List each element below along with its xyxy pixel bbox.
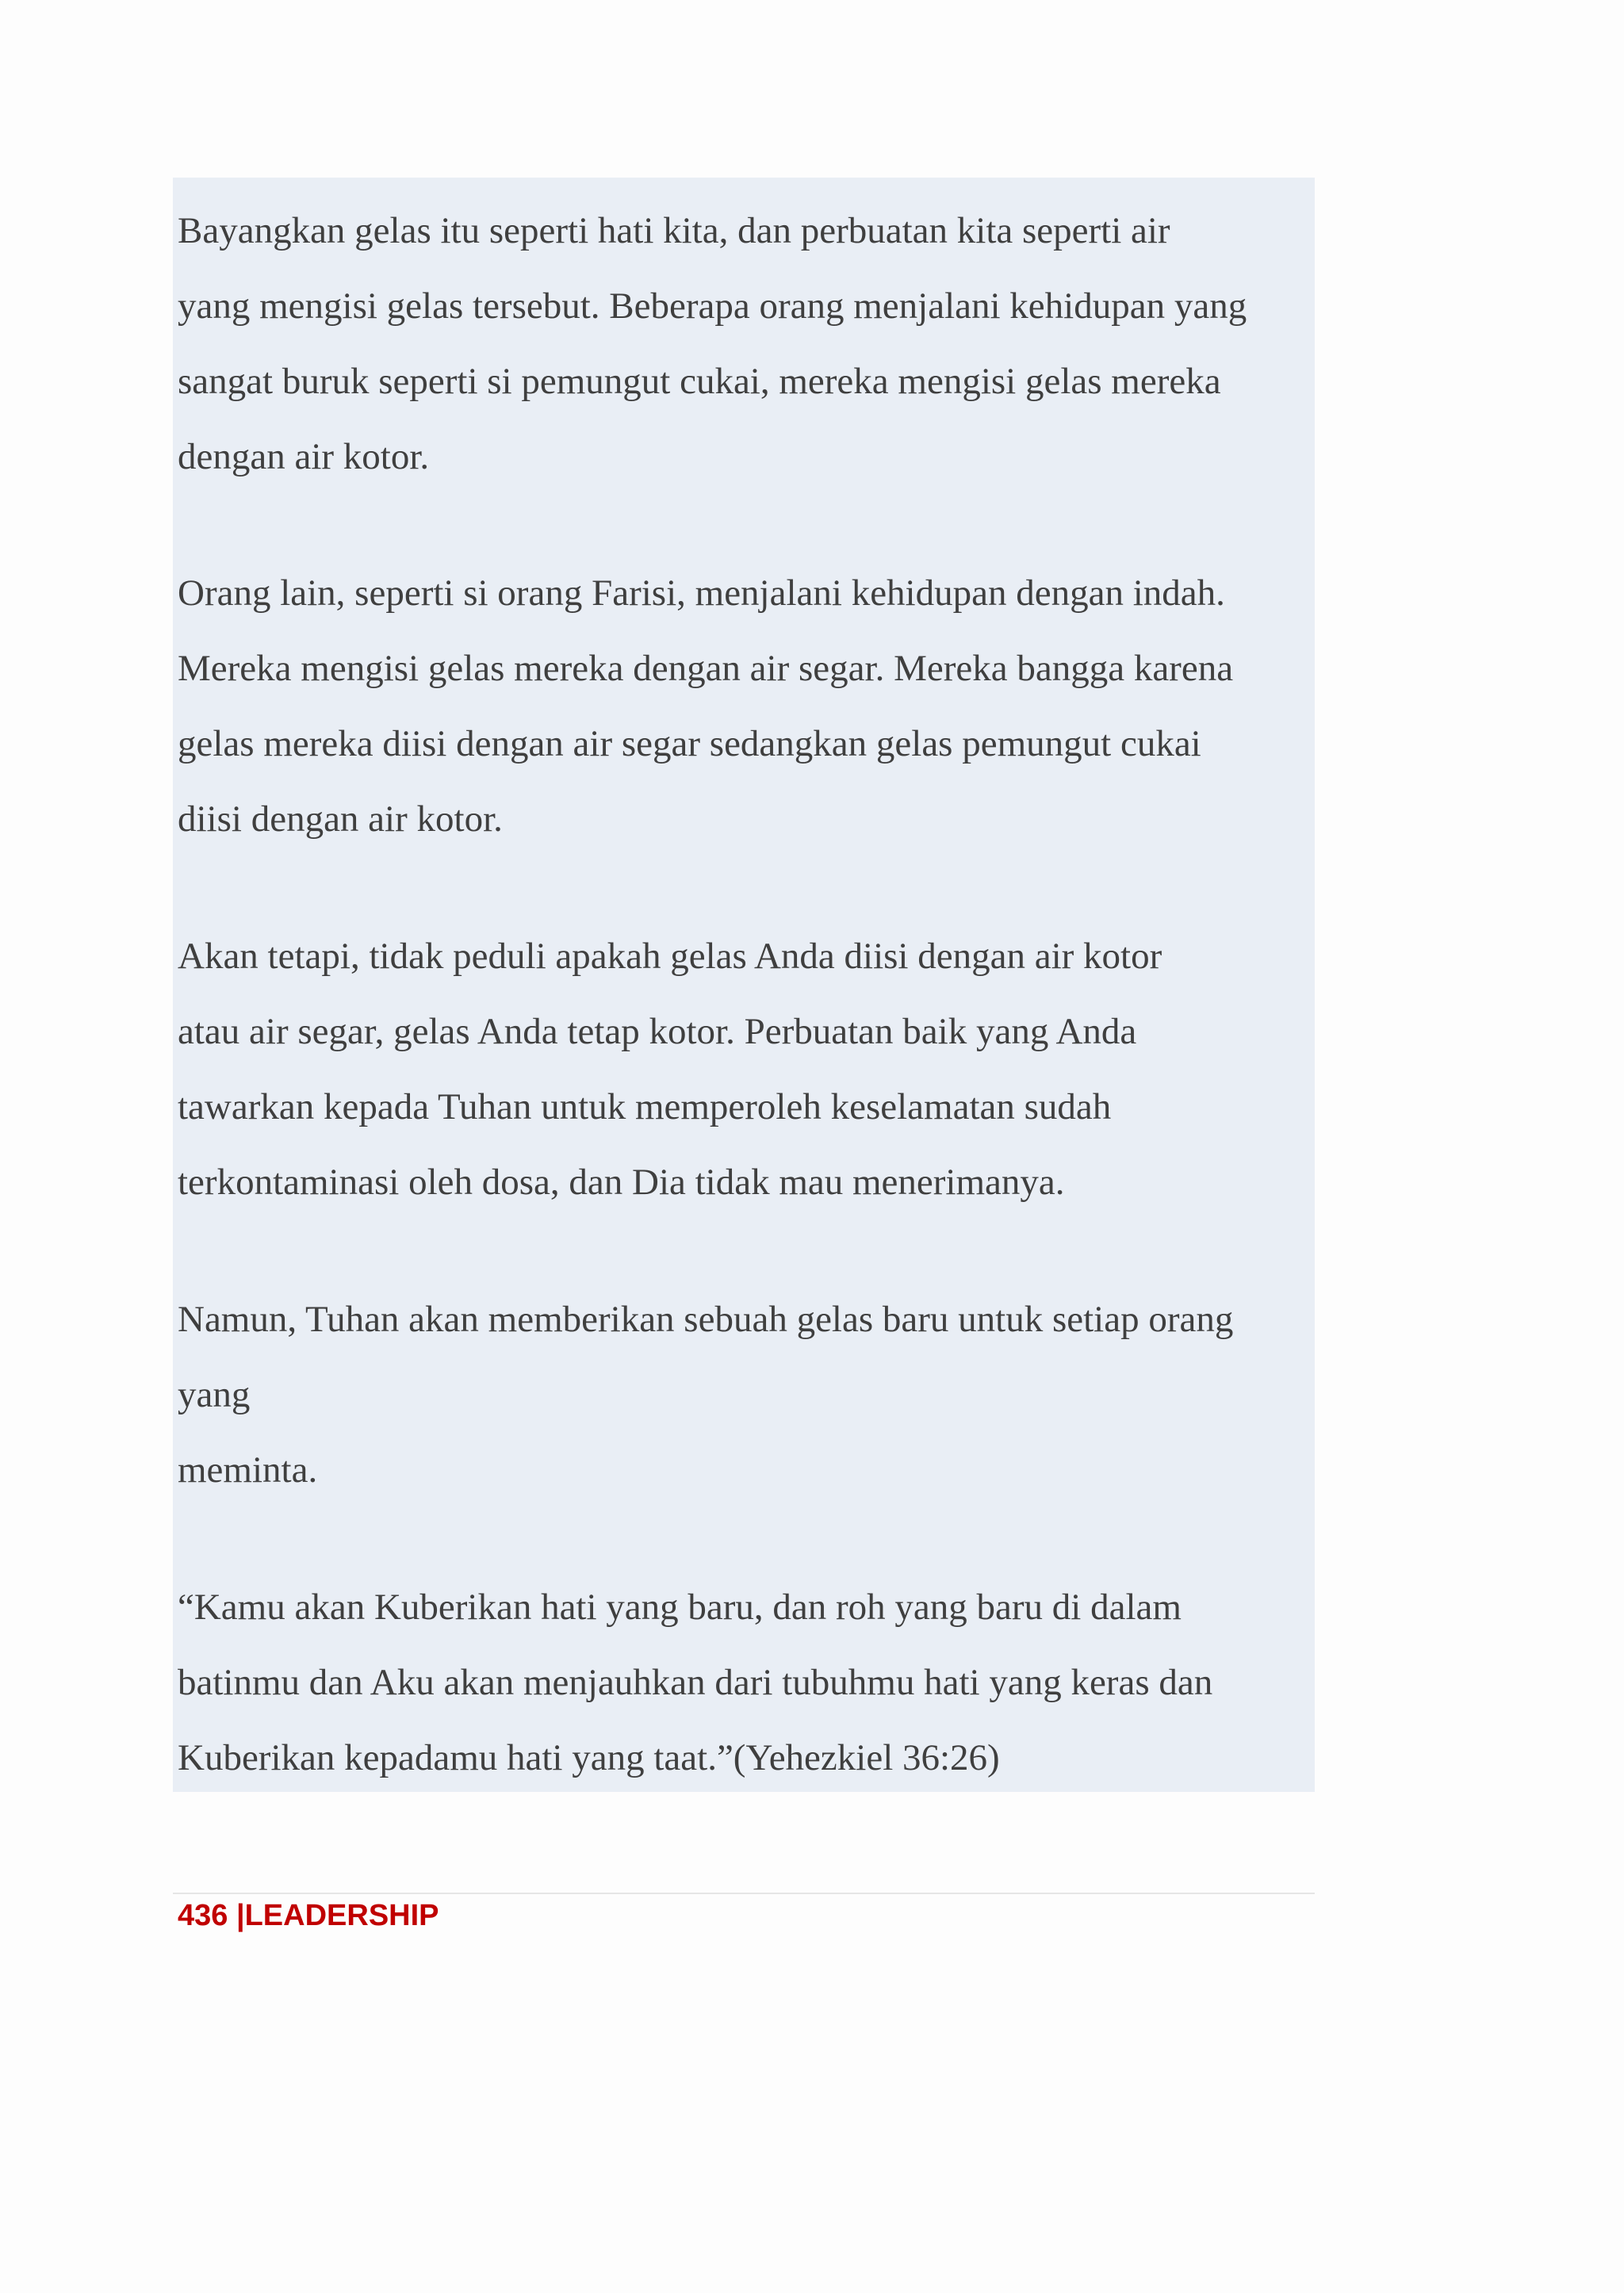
paragraph-5-line-3: Kuberikan kepadamu hati yang taat.”(Yehezkiel 36:26): [178, 1737, 1000, 1778]
page-footer: 436 |LEADERSHIP: [178, 1899, 439, 1932]
paragraph-1-line-2: yang mengisi gelas tersebut. Beberapa orang menjalani kehidupan yang: [178, 285, 1247, 327]
paragraph-4-line-3: meminta.: [178, 1449, 318, 1491]
footer-divider: [173, 1893, 1315, 1894]
paragraph-3-line-1: Akan tetapi, tidak peduli apakah gelas Anda diisi dengan air kotor: [178, 936, 1162, 977]
paragraph-2-line-2: Mereka mengisi gelas mereka dengan air segar. Mereka bangga karena: [178, 648, 1234, 689]
paragraph-1-line-1: Bayangkan gelas itu seperti hati kita, dan perbuatan kita seperti air: [178, 210, 1170, 251]
paragraph-4-line-2: yang: [178, 1374, 251, 1415]
paragraph-1-line-3: sangat buruk seperti si pemungut cukai, mereka mengisi gelas mereka: [178, 361, 1221, 402]
paragraph-1-line-4: dengan air kotor.: [178, 436, 430, 477]
paragraph-3-line-2: atau air segar, gelas Anda tetap kotor. Perbuatan baik yang Anda: [178, 1011, 1137, 1052]
paragraph-3-line-4: terkontaminasi oleh dosa, dan Dia tidak mau menerimanya.: [178, 1162, 1065, 1203]
paragraph-4-line-1: Namun, Tuhan akan memberikan sebuah gelas baru untuk setiap orang: [178, 1299, 1234, 1340]
highlighted-text-box: [173, 178, 1315, 1792]
paragraph-5-line-1: “Kamu akan Kuberikan hati yang baru, dan roh yang baru di dalam: [178, 1587, 1182, 1628]
paragraph-2-line-3: gelas mereka diisi dengan air segar sedangkan gelas pemungut cukai: [178, 723, 1201, 764]
paragraph-5-line-2: batinmu dan Aku akan menjauhkan dari tubuhmu hati yang keras dan: [178, 1662, 1213, 1703]
paragraph-2-line-1: Orang lain, seperti si orang Farisi, menjalani kehidupan dengan indah.: [178, 572, 1225, 614]
paragraph-3-line-3: tawarkan kepada Tuhan untuk memperoleh keselamatan sudah: [178, 1086, 1112, 1127]
paragraph-2-line-4: diisi dengan air kotor.: [178, 798, 503, 840]
